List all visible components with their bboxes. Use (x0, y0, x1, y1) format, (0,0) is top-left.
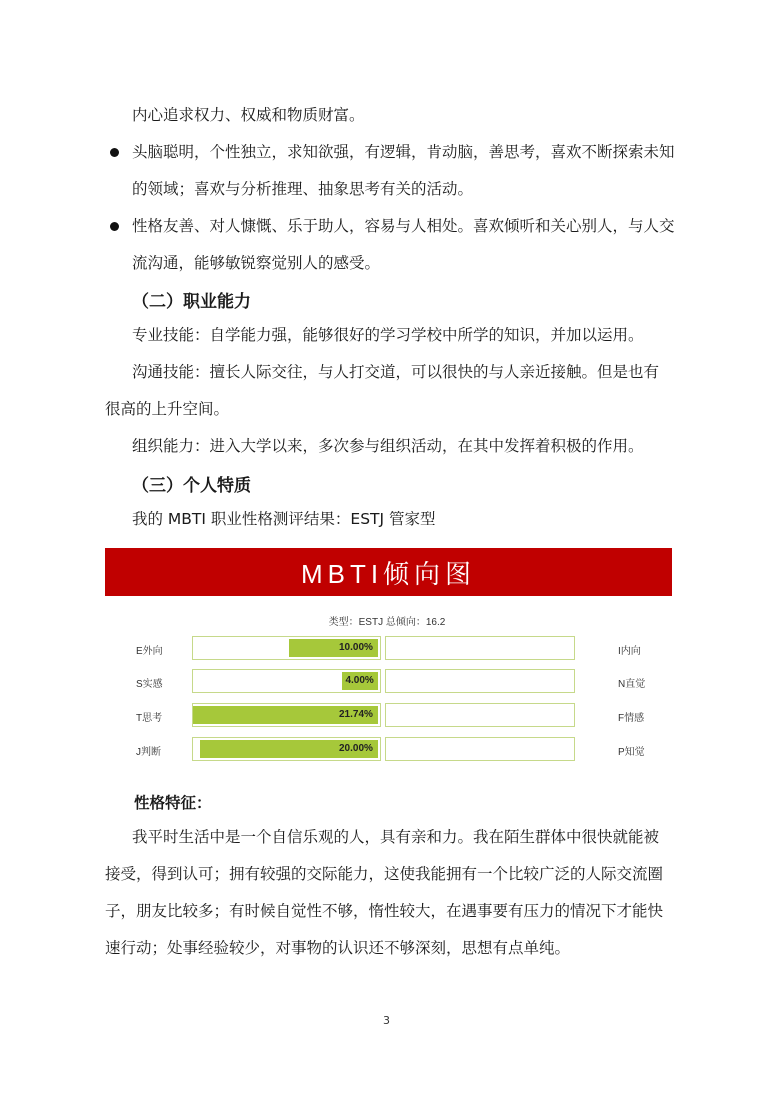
mbti-chart-subtitle: 类型：ESTJ 总倾向：16.2 (328, 617, 446, 628)
bullet1-line1: 头脑聪明，个性独立，求知欲强，有逻辑，肯动脑，善思考，喜欢不断探索未知 (132, 143, 675, 161)
organization-skill: 组织能力：进入大学以来，多次参与组织活动，在其中发挥着积极的作用。 (132, 437, 644, 455)
mbti-value-label: 20.00% (339, 743, 373, 754)
section-heading-career-ability: （二）职业能力 (132, 292, 251, 312)
mbti-result-line: 我的 MBTI 职业性格测评结果：ESTJ 管家型 (132, 510, 436, 528)
traits-line3: 子，朋友比较多；有时候自觉性不够，惰性较大，在遇事要有压力的情况下才能快 (105, 902, 664, 920)
mbti-right-box (385, 703, 575, 727)
mbti-right-label: F情感 (618, 713, 645, 724)
mbti-value-label: 4.00% (345, 675, 374, 686)
traits-line2: 接受，得到认可；拥有较强的交际能力，这使我能拥有一个比较广泛的人际交流圈 (105, 865, 664, 883)
professional-skill: 专业技能：自学能力强，能够很好的学习学校中所学的知识，并加以运用。 (132, 326, 644, 344)
section-heading-personal-traits: （三）个人特质 (132, 476, 251, 496)
mbti-right-box (385, 669, 575, 693)
mbti-left-label: E外向 (136, 646, 163, 657)
mbti-chart-banner (105, 548, 672, 596)
bullet1-line2: 的领域；喜欢与分析推理、抽象思考有关的活动。 (132, 180, 474, 198)
communication-skill-line2: 很高的上升空间。 (105, 400, 230, 418)
intro-line: 内心追求权力、权威和物质财富。 (132, 106, 365, 124)
traits-line1: 我平时生活中是一个自信乐观的人，具有亲和力。我在陌生群体中很快就能被 (132, 828, 660, 846)
bullet-dot-2 (110, 222, 119, 231)
mbti-left-label: S实感 (136, 679, 163, 690)
traits-line4: 速行动；处事经验较少，对事物的认识还不够深刻，思想有点单纯。 (105, 939, 571, 957)
page-number: 3 (383, 1014, 390, 1027)
mbti-right-label: P知觉 (618, 747, 645, 758)
communication-skill-line1: 沟通技能：擅长人际交往，与人打交道，可以很快的与人亲近接触。但是也有 (132, 363, 660, 381)
mbti-left-label: T思考 (136, 713, 163, 724)
traits-heading: 性格特征： (134, 794, 212, 812)
mbti-right-box (385, 636, 575, 660)
bullet2-line2: 流沟通，能够敏锐察觉别人的感受。 (132, 254, 381, 272)
bullet-dot-1 (110, 148, 119, 157)
mbti-left-label: J判断 (136, 747, 161, 758)
mbti-value-label: 10.00% (339, 642, 373, 653)
bullet2-line1: 性格友善、对人慷慨、乐于助人，容易与人相处。喜欢倾听和关心别人，与人交 (132, 217, 675, 235)
mbti-chart-title: MBTI倾向图 (300, 558, 477, 589)
mbti-value-label: 21.74% (339, 709, 373, 720)
mbti-right-label: I内向 (618, 646, 641, 657)
mbti-right-label: N直觉 (618, 679, 646, 690)
mbti-right-box (385, 737, 575, 761)
